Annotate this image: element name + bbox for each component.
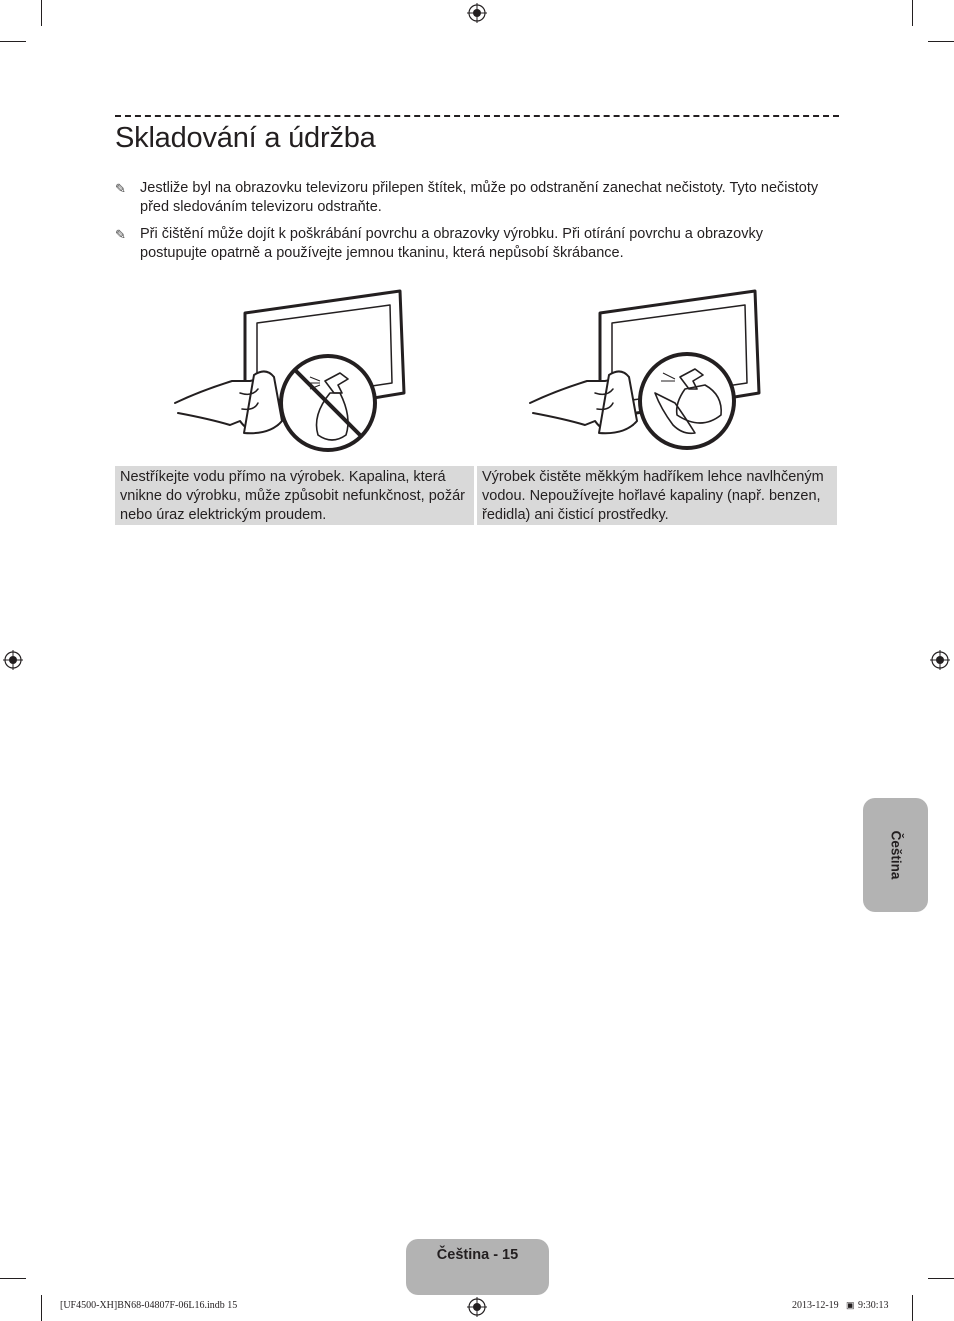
page-title: Skladování a údržba <box>115 122 376 154</box>
footer-date: 2013-12-19 <box>792 1300 839 1311</box>
registration-mark-icon <box>467 1297 487 1317</box>
footer-file-info: [UF4500-XH]BN68-04807F-06L16.indb 15 <box>60 1300 238 1311</box>
language-tab <box>863 798 928 912</box>
illustration-no-spray <box>170 285 415 455</box>
crop-mark <box>0 1278 26 1279</box>
page-number-label: Čeština - 15 <box>436 1247 519 1263</box>
language-tab-label: Čeština <box>888 830 903 880</box>
caption-wipe-cloth: Výrobek čistěte měkkým hadříkem lehce navlhčeným vodou. Nepoužívejte hořlavé kapaliny (např. benzen, ředidla) ani čisticí prostředky. <box>477 466 837 525</box>
crop-mark <box>912 0 913 26</box>
crop-mark <box>41 1295 42 1321</box>
crop-mark <box>928 41 954 42</box>
caption-do-not-spray: Nestříkejte vodu přímo na výrobek. Kapalina, která vnikne do výrobku, může způsobit nefunkčnost, požár nebo úraz elektrickým proudem. <box>115 466 474 525</box>
note-item <box>115 179 819 217</box>
crop-mark <box>0 41 26 42</box>
pencil-note-icon: ✎ <box>115 181 126 196</box>
crop-mark <box>928 1278 954 1279</box>
registration-mark-icon <box>930 650 950 670</box>
registration-mark-icon <box>467 3 487 23</box>
crop-mark <box>41 0 42 26</box>
section-divider <box>115 115 839 117</box>
crop-mark <box>912 1295 913 1321</box>
footer-time: 9:30:13 <box>858 1300 889 1311</box>
calendar-icon: ▣ <box>846 1300 855 1310</box>
registration-mark-icon <box>3 650 23 670</box>
note-item <box>115 225 815 263</box>
note-text: Jestliže byl na obrazovku televizoru přilepen štítek, může po odstranění zanechat nečistoty. Tyto nečistoty před sledováním televizoru odstraňte. <box>140 180 819 215</box>
note-text: Při čištění může dojít k poškrábání povrchu a obrazovky výrobku. Při otírání povrchu a obrazovky postupujte opatrně a používejte jemnou tkaninu, která nepůsobí škrábance. <box>140 226 763 261</box>
illustration-wipe-cloth <box>525 285 770 455</box>
pencil-note-icon: ✎ <box>115 227 126 242</box>
page-number-tab <box>406 1239 549 1295</box>
